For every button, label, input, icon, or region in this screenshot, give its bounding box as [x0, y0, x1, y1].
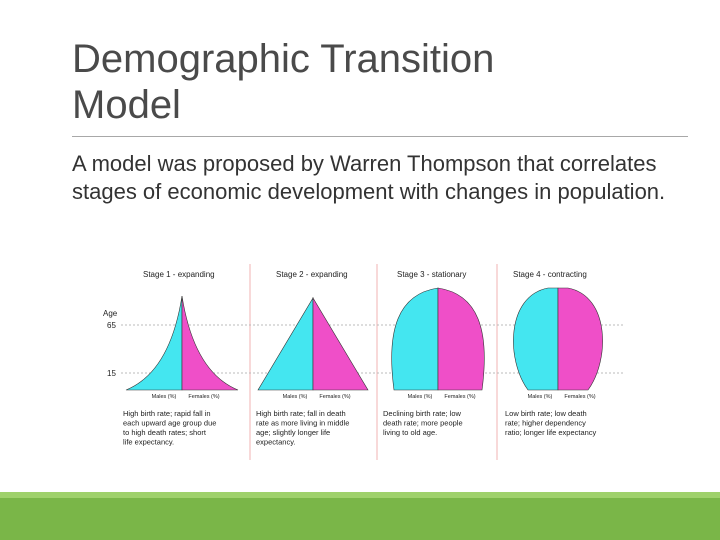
females-population-half	[182, 296, 238, 390]
stage-description-line: living to old age.	[383, 428, 438, 437]
females-population-half	[438, 288, 484, 390]
age-axis-label: Age	[103, 309, 118, 318]
males-axis-label: Males (%)	[527, 394, 553, 400]
stage-description-line: death rate; more people	[383, 418, 463, 428]
males-population-half	[258, 298, 313, 390]
stage-title: Stage 1 - expanding	[143, 270, 215, 279]
footer-bar	[0, 498, 720, 540]
males-population-half	[126, 296, 182, 390]
males-axis-label: Males (%)	[282, 394, 308, 400]
females-axis-label: Females (%)	[188, 394, 220, 400]
age-tick-15: 15	[107, 369, 116, 378]
stage-description-line: age; slightly longer life	[256, 428, 331, 437]
females-axis-label: Females (%)	[319, 394, 351, 400]
males-axis-label: Males (%)	[407, 394, 433, 400]
females-population-half	[558, 288, 603, 390]
stage-description-line: ratio; longer life expectancy	[505, 428, 597, 437]
stage-description-line: Low birth rate; low death	[505, 409, 587, 418]
stage-description-line: rate; higher dependency	[505, 418, 586, 428]
males-population-half	[392, 288, 438, 390]
stage-title: Stage 2 - expanding	[276, 270, 348, 279]
slide-title: Demographic Transition Model	[72, 37, 495, 127]
title-divider	[72, 136, 688, 137]
stage-description-line: rate as more living in middle	[256, 418, 350, 428]
males-population-half	[513, 288, 558, 390]
stage-description-line: High birth rate; rapid fall in	[123, 409, 211, 418]
stage-description-line: life expectancy.	[123, 437, 175, 447]
females-axis-label: Females (%)	[444, 394, 476, 400]
stage-description-line: Declining birth rate; low	[383, 409, 461, 418]
demographic-transition-figure	[95, 262, 625, 462]
females-population-half	[313, 298, 368, 390]
stage-title: Stage 4 - contracting	[513, 270, 587, 279]
stage-description-line: expectancy.	[256, 437, 296, 447]
slide-body-text: A model was proposed by Warren Thompson that correlates stages of economic development with changes in population.	[72, 151, 666, 204]
age-tick-65: 65	[107, 321, 116, 330]
population-pyramids-diagram	[95, 262, 625, 462]
females-axis-label: Females (%)	[564, 394, 596, 400]
stage-description-line: each upward age group due	[123, 418, 217, 428]
stage-description-line: High birth rate; fall in death	[256, 409, 346, 418]
stage-title: Stage 3 - stationary	[397, 270, 467, 279]
stage-description-line: to high death rates; short	[123, 428, 206, 437]
males-axis-label: Males (%)	[151, 394, 177, 400]
